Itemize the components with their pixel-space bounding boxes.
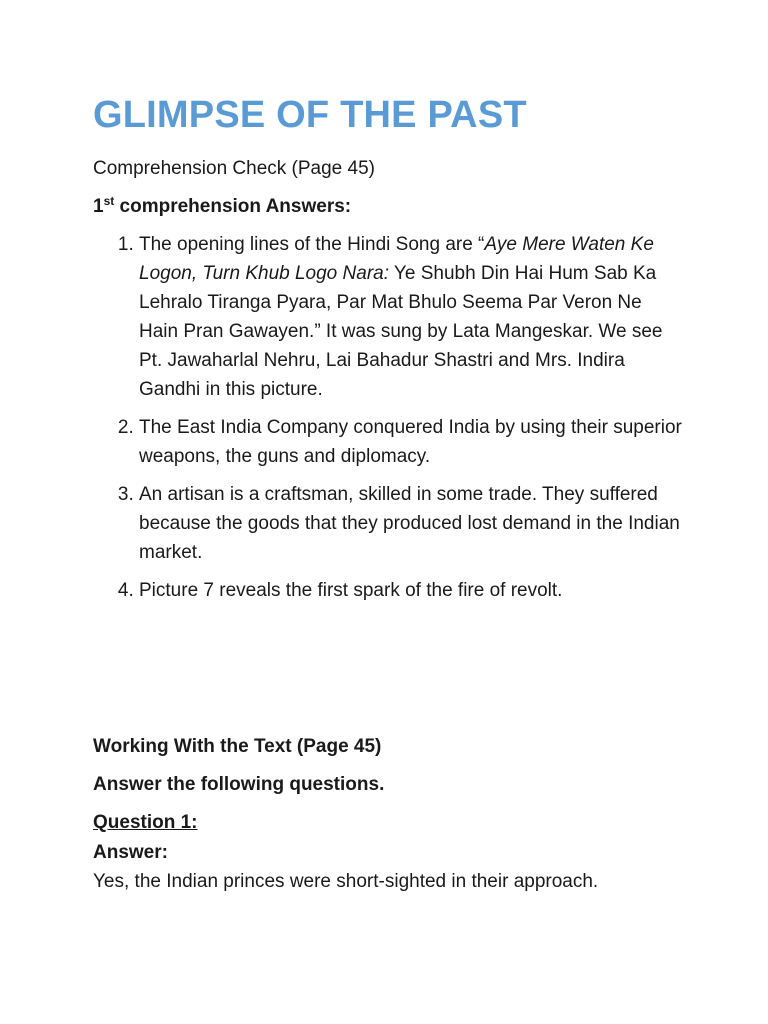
answers-heading-ordinal: 1 [93,196,104,217]
answer-1-text: Yes, the Indian princes were short-sighted in their approach. [93,871,599,892]
comprehension-check-heading: Comprehension Check (Page 45) [93,158,375,179]
answer-1-intro: The opening lines of the Hindi Song are “ [139,234,485,255]
answer-item-4: 4. Picture 7 reveals the first spark of the fire of revolt. [139,576,683,605]
answers-heading-superscript: st [103,194,115,208]
answer-1-rest: Ye Shubh Din Hai Hum Sab Ka Lehralo Tiranga Pyara, Par Mat Bhulo Seema Par Veron Ne Hain Pran Gawayen.” It was sung by Lata Mangeskar. We see Pt. Jawaharlal Nehru, Lai Bahadur Shastri and Mrs. Indira Gandhi in this picture. [139,263,663,400]
answer-item-3: 3. An artisan is a craftsman, skilled in some trade. They suffered because the goods that they produced lost demand in the Indian market. [139,480,683,567]
working-with-text-heading: Working With the Text (Page 45) [93,736,382,757]
page-title: GLIMPSE OF THE PAST [93,94,527,136]
answers-heading [93,194,683,220]
document-page [93,92,683,614]
answers-heading-text: comprehension Answers: [114,196,352,217]
answer-label: Answer: [93,842,168,863]
answer-item-2: 2. The East India Company conquered India by using their superior weapons, the guns and diplomacy. [139,413,683,471]
answer-item-1 [139,230,683,404]
instruction-text: Answer the following questions. [93,774,385,795]
answers-list [93,230,683,605]
question-1-label: Question 1: [93,812,198,833]
answer-1-song-title: Aye Mere Waten Ke Logon, Turn Khub Logo Nara: [139,234,654,284]
working-with-text-section [93,734,683,896]
